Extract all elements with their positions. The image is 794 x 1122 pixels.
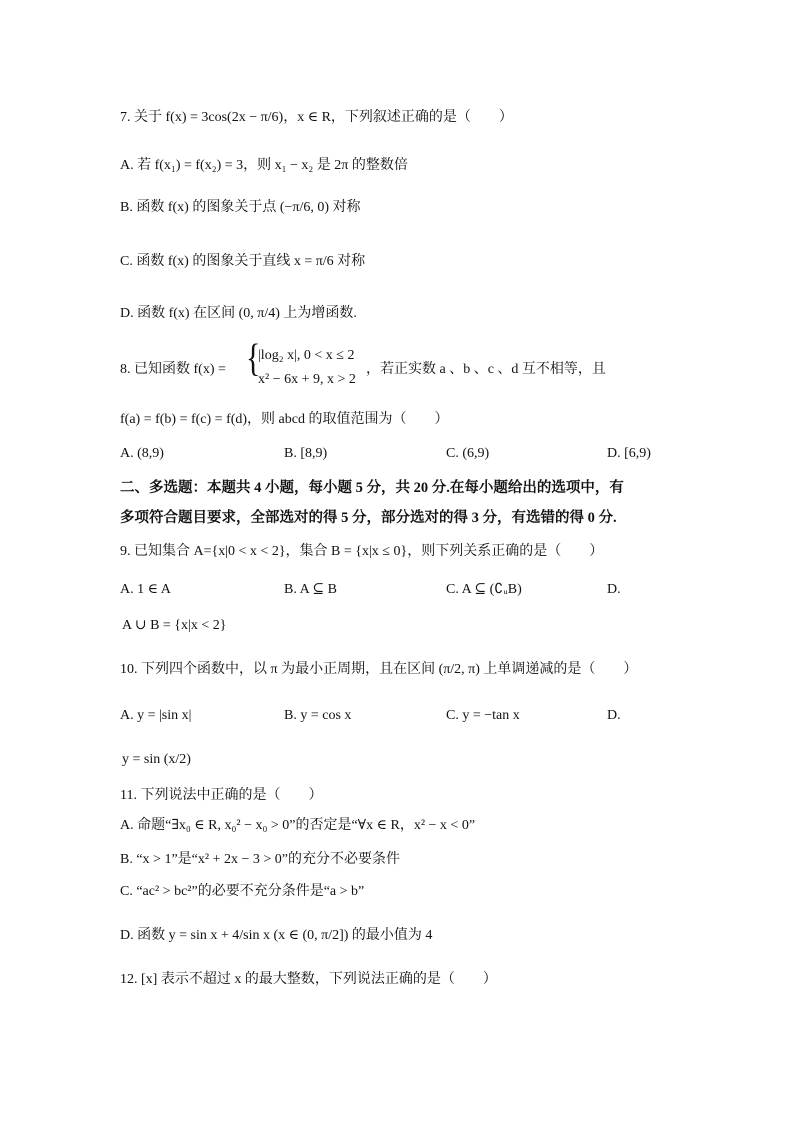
q9-option-c: C. A ⊆ (∁ᵤB) bbox=[446, 582, 522, 597]
q8-option-d: D. [6,9) bbox=[607, 446, 651, 461]
q10-option-d-content: y = sin (x/2) bbox=[122, 752, 191, 767]
q8-option-c: C. (6,9) bbox=[446, 446, 490, 461]
q9-option-b: B. A ⊆ B bbox=[284, 582, 337, 597]
q7-option-a: A. 若 f(x₁) = f(x₂) = 3，则 x₁ − x₂ 是 2π 的整数倍 bbox=[120, 158, 408, 173]
q9-stem: 9. 已知集合 A={x|0 < x < 2}，集合 B = {x|x ≤ 0}，则下列关系正确的是（ ） bbox=[120, 544, 604, 559]
q11-option-c: C. “ac² > bc²”的必要不充分条件是“a > b” bbox=[120, 884, 365, 899]
q7-option-b: B. 函数 f(x) 的图象关于点 (−π/6, 0) 对称 bbox=[120, 200, 361, 215]
q8-case-2: x² − 6x + 9, x > 2 bbox=[258, 372, 356, 387]
q10-stem: 10. 下列四个函数中，以 π 为最小正周期，且在区间 (π/2, π) 上单调递减的是（ ） bbox=[120, 662, 638, 677]
q9-option-a: A. 1 ∈ A bbox=[120, 582, 171, 597]
q12-stem: 12. [x] 表示不超过 x 的最大整数，下列说法正确的是（ ） bbox=[120, 972, 497, 987]
q10-option-d-label: D. bbox=[607, 708, 621, 723]
q8-stem-prefix: 8. 已知函数 f(x) = bbox=[120, 362, 226, 377]
q9-option-d-content: A ∪ B = {x|x < 2} bbox=[122, 618, 227, 633]
q7-option-d: D. 函数 f(x) 在区间 (0, π/4) 上为增函数. bbox=[120, 306, 357, 321]
q11-option-a: A. 命题“∃x₀ ∈ R, x₀² − x₀ > 0”的否定是“∀x ∈ R，x² − x < 0” bbox=[120, 818, 476, 833]
q11-stem: 11. 下列说法中正确的是（ ） bbox=[120, 788, 323, 803]
q7-option-c: C. 函数 f(x) 的图象关于直线 x = π/6 对称 bbox=[120, 254, 366, 269]
q10-option-a: A. y = |sin x| bbox=[120, 708, 192, 723]
q10-option-c: C. y = −tan x bbox=[446, 708, 520, 723]
q8-stem-cont: f(a) = f(b) = f(c) = f(d)，则 abcd 的取值范围为（ ） bbox=[120, 412, 449, 427]
q8-stem-suffix: ，若正实数 a 、b 、c 、d 互不相等，且 bbox=[366, 362, 606, 377]
section2-heading-line2: 多项符合题目要求，全部选对的得 5 分，部分选对的得 3 分，有选错的得 0 分. bbox=[120, 510, 617, 526]
q7-stem: 7. 关于 f(x) = 3cos(2x − π/6)，x ∈ R，下列叙述正确的是（ ） bbox=[120, 110, 513, 125]
section2-heading-line1: 二、多选题：本题共 4 小题，每小题 5 分，共 20 分.在每小题给出的选项中，有 bbox=[120, 480, 624, 496]
q8-piecewise-brace: { bbox=[246, 337, 261, 381]
q11-option-d: D. 函数 y = sin x + 4/sin x (x ∈ (0, π/2]) 的最小值为 4 bbox=[120, 928, 433, 943]
q10-option-b: B. y = cos x bbox=[284, 708, 352, 723]
q8-case-1: |log₂ x|, 0 < x ≤ 2 bbox=[258, 348, 355, 363]
q8-option-b: B. [8,9) bbox=[284, 446, 328, 461]
q9-option-d-label: D. bbox=[607, 582, 621, 597]
q11-option-b: B. “x > 1”是“x² + 2x − 3 > 0”的充分不必要条件 bbox=[120, 852, 400, 867]
q8-option-a: A. (8,9) bbox=[120, 446, 164, 461]
